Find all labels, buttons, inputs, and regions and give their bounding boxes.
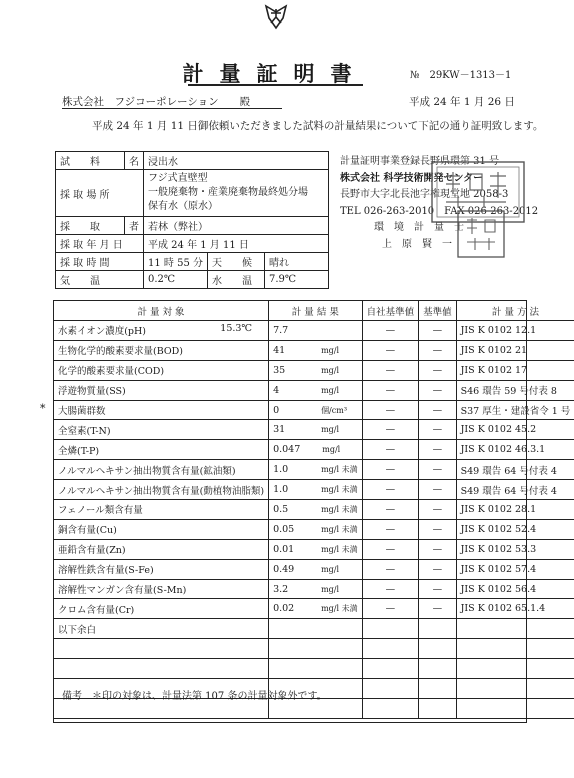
table-row bbox=[54, 599, 574, 619]
sample-info-table bbox=[55, 151, 329, 289]
ph-temperature: 15.3℃ bbox=[220, 323, 253, 335]
table-row bbox=[54, 321, 574, 341]
date-value: 平成 24 年 1 月 11 日 bbox=[144, 235, 329, 253]
cell-std: — bbox=[419, 340, 457, 360]
cell-method: JIS K 0102 28.1 bbox=[456, 500, 574, 520]
company-address: 長野市大字北長池字権現堂地 2058-3 bbox=[340, 189, 509, 200]
result-value: 41 bbox=[273, 344, 286, 356]
result-unit: mg/l bbox=[321, 564, 340, 574]
result-value: 0.047 bbox=[273, 444, 301, 456]
cell-method: JIS K 0102 56.4 bbox=[456, 579, 574, 599]
cell-method: JIS K 0102 65.1.4 bbox=[456, 599, 574, 619]
cell-nat bbox=[362, 679, 419, 699]
cell-method: JIS K 0102 53.3 bbox=[456, 539, 574, 559]
cell-method bbox=[456, 639, 574, 659]
intro-text: 平成 24 年 1 月 11 日御依頼いただきました試料の計量結果について下記の通り証明致します。 bbox=[92, 120, 544, 132]
cell-method: JIS K 0102 46.3.1 bbox=[456, 440, 574, 460]
cell-item bbox=[54, 539, 269, 559]
sample-row-time bbox=[56, 253, 329, 271]
result-value: 0.49 bbox=[273, 563, 295, 575]
result-unit: mg/l bbox=[321, 345, 340, 355]
cell-nat bbox=[362, 639, 419, 659]
remark-text: 備考 ＊印の対象は、計量法第 107 条の計量対象外です。 bbox=[62, 691, 327, 702]
table-row bbox=[54, 480, 574, 500]
cell-value bbox=[269, 400, 363, 420]
client-underline bbox=[62, 108, 282, 109]
sample-row-temp bbox=[56, 271, 329, 289]
table-row bbox=[54, 519, 574, 539]
result-value: 1.0 bbox=[273, 464, 289, 476]
cell-std bbox=[419, 659, 457, 679]
cell-nat: — bbox=[362, 559, 419, 579]
cell-item bbox=[54, 380, 269, 400]
result-unit: mg/l 未満 bbox=[321, 604, 358, 614]
table-row bbox=[54, 340, 574, 360]
cell-nat bbox=[362, 659, 419, 679]
cell-std bbox=[419, 619, 457, 639]
cell-method bbox=[456, 698, 574, 718]
cell-method bbox=[456, 679, 574, 699]
water-temp-label: 水 温 bbox=[208, 271, 265, 289]
cell-std: — bbox=[419, 500, 457, 520]
result-unit: mg/l 未満 bbox=[321, 504, 358, 514]
cell-value bbox=[269, 619, 363, 639]
item-name: 以下余白 bbox=[58, 624, 97, 636]
result-value: 0.05 bbox=[273, 523, 295, 535]
cell-nat: — bbox=[362, 480, 419, 500]
cell-std bbox=[419, 679, 457, 699]
cell-nat: — bbox=[362, 500, 419, 520]
cell-nat: — bbox=[362, 380, 419, 400]
result-value: 31 bbox=[273, 424, 286, 436]
table-row bbox=[54, 619, 574, 639]
company-logo-icon bbox=[263, 4, 289, 30]
registration-line: 計量証明事業登録長野県環第 31 号 bbox=[340, 156, 500, 167]
document-title: 計量証明書 bbox=[182, 61, 368, 86]
cell-value bbox=[269, 460, 363, 480]
item-name: 溶解性マンガン含有量(S-Mn) bbox=[58, 585, 187, 597]
cell-item bbox=[54, 639, 269, 659]
cell-item bbox=[54, 599, 269, 619]
cell-value bbox=[269, 519, 363, 539]
result-value: 0.02 bbox=[273, 603, 295, 615]
table-row bbox=[54, 539, 574, 559]
result-unit: mg/l 未満 bbox=[321, 465, 358, 475]
cell-item bbox=[54, 420, 269, 440]
cell-nat: — bbox=[362, 460, 419, 480]
results-header-row bbox=[54, 301, 574, 321]
item-name: 化学的酸素要求量(COD) bbox=[58, 366, 165, 378]
cell-std: — bbox=[419, 420, 457, 440]
cell-std: — bbox=[419, 480, 457, 500]
cell-value bbox=[269, 480, 363, 500]
header-own-standard: 自社基準値 bbox=[362, 301, 419, 321]
header-result: 計 量 結 果 bbox=[269, 301, 363, 321]
cell-value bbox=[269, 559, 363, 579]
sample-row-name bbox=[56, 152, 329, 170]
cell-std: — bbox=[419, 321, 457, 341]
table-row bbox=[54, 420, 574, 440]
cell-item bbox=[54, 659, 269, 679]
result-value: 3.2 bbox=[273, 583, 289, 595]
date-label: 採 取 年 月 日 bbox=[56, 235, 144, 253]
table-row bbox=[54, 440, 574, 460]
item-name: ノルマルヘキサン抽出物質含有量(鉱油類) bbox=[58, 465, 236, 477]
item-name: フェノール類含有量 bbox=[58, 505, 143, 517]
result-unit: 個/cm³ bbox=[321, 405, 348, 415]
cell-std: — bbox=[419, 519, 457, 539]
cell-method bbox=[456, 619, 574, 639]
item-name: 銅含有量(Cu) bbox=[58, 525, 117, 537]
result-unit: mg/l 未満 bbox=[321, 485, 358, 495]
table-row bbox=[54, 400, 574, 420]
cell-std: — bbox=[419, 440, 457, 460]
time-value: 11 時 55 分 bbox=[144, 253, 208, 271]
issue-date: 平成 24 年 1 月 26 日 bbox=[409, 96, 515, 108]
cell-std: — bbox=[419, 539, 457, 559]
company-name: 株式会社 科学技術開発センター bbox=[340, 172, 484, 184]
water-temp-value: 7.9℃ bbox=[265, 271, 329, 289]
cell-value bbox=[269, 659, 363, 679]
result-unit: mg/l bbox=[321, 425, 340, 435]
cell-method: S49 環告 64 号付表 4 bbox=[456, 480, 574, 500]
cell-method: S49 環告 64 号付表 4 bbox=[456, 460, 574, 480]
cell-item bbox=[54, 480, 269, 500]
certifier-title: 環 境 計 量 士 bbox=[374, 222, 464, 233]
cell-item bbox=[54, 579, 269, 599]
result-value: 7.7 bbox=[273, 324, 289, 336]
cell-std: — bbox=[419, 460, 457, 480]
cell-nat: — bbox=[362, 400, 419, 420]
cell-item bbox=[54, 440, 269, 460]
cell-std: — bbox=[419, 579, 457, 599]
exclusion-mark: * bbox=[40, 402, 46, 415]
item-name: 全燐(T-P) bbox=[58, 445, 100, 457]
item-name: 浮遊物質量(SS) bbox=[58, 386, 126, 398]
cell-value bbox=[269, 321, 363, 341]
cell-item bbox=[54, 340, 269, 360]
cell-nat: — bbox=[362, 539, 419, 559]
cell-nat bbox=[362, 619, 419, 639]
header-item: 計 量 対 象 bbox=[54, 301, 269, 321]
certifier-name: 上 原 賢 一 bbox=[382, 238, 452, 250]
cell-item bbox=[54, 360, 269, 380]
result-value: 0 bbox=[273, 404, 280, 416]
sample-label: 試 料 bbox=[56, 152, 125, 170]
cell-item bbox=[54, 619, 269, 639]
company-phone: TEL 026-263-2010 FAX 026-263-2012 bbox=[340, 205, 539, 217]
result-unit: mg/l 未満 bbox=[321, 524, 358, 534]
result-value: 35 bbox=[273, 364, 286, 376]
cell-method: JIS K 0102 57.4 bbox=[456, 559, 574, 579]
cell-method: JIS K 0102 21 bbox=[456, 340, 574, 360]
sample-label-suffix: 名 bbox=[125, 152, 144, 170]
collector-label-suffix: 者 bbox=[125, 217, 144, 235]
cell-std: — bbox=[419, 599, 457, 619]
item-name: 生物化学的酸素要求量(BOD) bbox=[58, 346, 183, 358]
cell-item bbox=[54, 321, 269, 341]
collector-value: 若林（弊社） bbox=[144, 217, 329, 235]
table-row bbox=[54, 500, 574, 520]
table-row bbox=[54, 659, 574, 679]
sample-value: 浸出水 bbox=[144, 152, 329, 170]
document-number: № 29KW－1313－1 bbox=[410, 70, 512, 81]
cell-item bbox=[54, 400, 269, 420]
cell-std: — bbox=[419, 360, 457, 380]
cell-nat bbox=[362, 698, 419, 718]
collector-label: 採 取 bbox=[56, 217, 125, 235]
table-row bbox=[54, 579, 574, 599]
time-label: 採 取 時 間 bbox=[56, 253, 144, 271]
sample-row-collector bbox=[56, 217, 329, 235]
certifier-seal bbox=[455, 208, 507, 260]
cell-value bbox=[269, 579, 363, 599]
weather-value: 晴れ bbox=[265, 253, 329, 271]
sample-row-location bbox=[56, 170, 329, 217]
item-name: 全窒素(T-N) bbox=[58, 425, 111, 437]
table-row bbox=[54, 380, 574, 400]
result-unit: mg/l 未満 bbox=[321, 544, 358, 554]
cell-nat: — bbox=[362, 519, 419, 539]
cell-value bbox=[269, 340, 363, 360]
cell-nat: — bbox=[362, 579, 419, 599]
cell-method: S46 環告 59 号付表 8 bbox=[456, 380, 574, 400]
cell-value bbox=[269, 639, 363, 659]
result-value: 1.0 bbox=[273, 484, 289, 496]
air-temp-value: 0.2℃ bbox=[144, 271, 208, 289]
cell-value bbox=[269, 380, 363, 400]
table-row bbox=[54, 460, 574, 480]
header-standard: 基準値 bbox=[419, 301, 457, 321]
sample-row-date bbox=[56, 235, 329, 253]
cell-value bbox=[269, 360, 363, 380]
cell-std: — bbox=[419, 559, 457, 579]
result-value: 4 bbox=[273, 384, 280, 396]
cell-nat: — bbox=[362, 360, 419, 380]
item-name: 溶解性鉄含有量(S-Fe) bbox=[58, 565, 154, 577]
results-panel bbox=[53, 300, 571, 723]
table-row bbox=[54, 559, 574, 579]
cell-item bbox=[54, 559, 269, 579]
cell-method: JIS K 0102 17 bbox=[456, 360, 574, 380]
cell-method: JIS K 0102 52.4 bbox=[456, 519, 574, 539]
cell-std bbox=[419, 639, 457, 659]
result-unit: mg/l bbox=[321, 385, 340, 395]
cell-value bbox=[269, 440, 363, 460]
cell-value bbox=[269, 599, 363, 619]
client-name: 株式会社 フジコーポレーション 殿 bbox=[62, 96, 251, 108]
cell-method: JIS K 0102 12.1 bbox=[456, 321, 574, 341]
item-name: 亜鉛含有量(Zn) bbox=[58, 545, 126, 557]
result-unit: mg/l bbox=[321, 584, 340, 594]
result-unit: mg/l bbox=[321, 365, 340, 375]
results-table bbox=[54, 301, 574, 719]
cell-nat: — bbox=[362, 420, 419, 440]
header-method: 計 量 方 法 bbox=[456, 301, 574, 321]
result-value: 0.01 bbox=[273, 543, 295, 555]
location-label: 採 取 場 所 bbox=[56, 170, 144, 217]
cell-std bbox=[419, 698, 457, 718]
cell-method: JIS K 0102 45.2 bbox=[456, 420, 574, 440]
item-name: クロム含有量(Cr) bbox=[58, 604, 135, 616]
cell-std: — bbox=[419, 400, 457, 420]
cell-nat: — bbox=[362, 440, 419, 460]
cell-value bbox=[269, 539, 363, 559]
table-row bbox=[54, 639, 574, 659]
cell-nat: — bbox=[362, 340, 419, 360]
cell-item bbox=[54, 500, 269, 520]
title-underline bbox=[188, 84, 363, 86]
cell-item bbox=[54, 460, 269, 480]
cell-value bbox=[269, 500, 363, 520]
air-temp-label: 気 温 bbox=[56, 271, 144, 289]
item-name: 水素イオン濃度(pH) bbox=[58, 326, 146, 338]
table-row bbox=[54, 360, 574, 380]
location-value: フジ式直壁型 一般廃棄物・産業廃棄物最終処分場 保有水（原水） bbox=[144, 170, 329, 217]
cell-value bbox=[269, 420, 363, 440]
result-unit: mg/l bbox=[322, 445, 341, 455]
weather-label: 天 候 bbox=[208, 253, 265, 271]
result-value: 0.5 bbox=[273, 503, 289, 515]
cell-nat: — bbox=[362, 321, 419, 341]
cell-item bbox=[54, 519, 269, 539]
item-name: ノルマルヘキサン抽出物質含有量(動植物油脂類) bbox=[58, 485, 265, 497]
cell-method bbox=[456, 659, 574, 679]
cell-nat: — bbox=[362, 599, 419, 619]
cell-method: S37 厚生・建設省令 1 号 bbox=[456, 400, 574, 420]
item-name: 大腸菌群数 bbox=[58, 406, 106, 417]
cell-std: — bbox=[419, 380, 457, 400]
